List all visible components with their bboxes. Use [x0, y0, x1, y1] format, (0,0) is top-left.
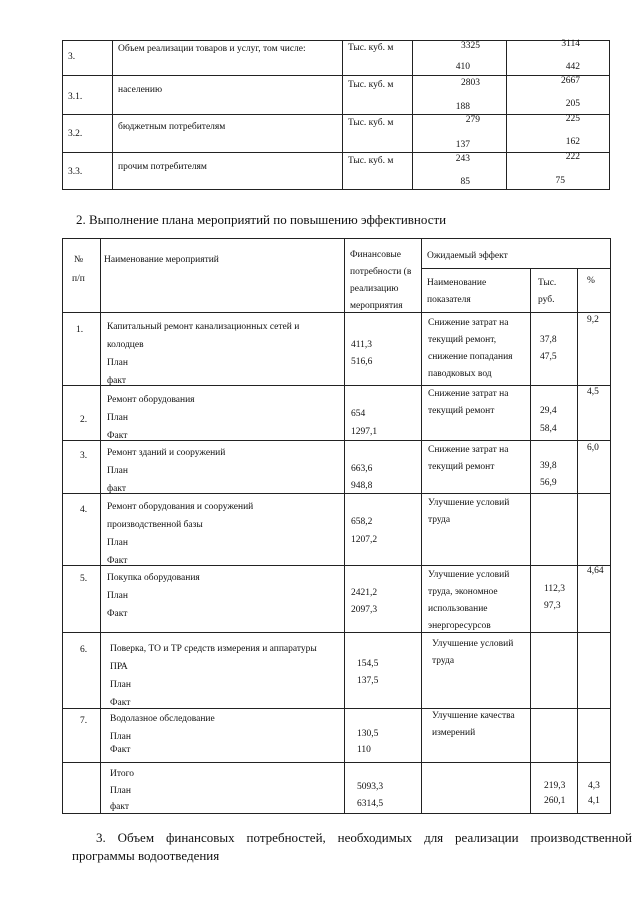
rub-value: 260,1 [544, 796, 566, 806]
measure-name: План [107, 538, 128, 548]
measure-name: Факт [110, 698, 131, 708]
measure-name: Ремонт зданий и сооружений [107, 448, 226, 458]
value-cell: 205 [565, 99, 580, 109]
indicator-text: текущий ремонт, [428, 335, 497, 345]
value-cell: 137 [455, 140, 470, 150]
value-cell: 222 [565, 152, 580, 162]
rub-value: 112,3 [544, 584, 566, 594]
value-cell: 3325 [461, 41, 480, 51]
measure-name: Поверка, ТО и ТР средств измерения и аппаратуры [110, 644, 317, 654]
fin-value: 516,6 [351, 357, 373, 367]
measure-name: ПРА [110, 662, 128, 672]
row-number: 1. [76, 325, 84, 335]
measure-name: Покупка оборудования [107, 573, 200, 583]
indicator-text: Снижение затрат на [428, 389, 509, 399]
indicator-text: паводковых вод [428, 369, 492, 379]
header-indicator: Наименование [427, 278, 487, 288]
value-cell: 2667 [561, 76, 580, 86]
rub-value: 219,3 [544, 781, 566, 791]
row-name: бюджетным потребителям [118, 122, 226, 132]
value-cell: 279 [465, 115, 480, 125]
total-label: факт [110, 802, 130, 812]
measure-name: производственной базы [107, 520, 203, 530]
measure-name: Водолазное обследование [110, 714, 215, 724]
measure-name: факт [107, 376, 127, 386]
indicator-text: Снижение затрат на [428, 445, 509, 455]
row-number: 3. [80, 451, 88, 461]
row-name: населению [118, 85, 163, 95]
row-number: 6. [80, 645, 88, 655]
header-indicator: показателя [427, 295, 471, 305]
indicator-text: труда [428, 515, 451, 525]
indicator-text: Улучшение условий [432, 639, 514, 649]
indicator-text: труда [432, 656, 455, 666]
pct-value: 6,0 [587, 443, 599, 453]
measure-name: План [110, 732, 131, 742]
value-cell: 188 [455, 102, 470, 112]
value-cell: 442 [565, 62, 580, 72]
value-cell: 410 [455, 62, 470, 72]
measure-name: колодцев [107, 340, 144, 350]
row-number: 4. [80, 505, 88, 515]
pct-value: 4,1 [588, 796, 600, 806]
value-cell: 243 [455, 154, 470, 164]
measure-name: Факт [107, 609, 128, 619]
header-rub: руб. [538, 295, 555, 305]
fin-value: 6314,5 [357, 799, 384, 809]
section-3-paragraph: 3. Объем финансовых потребностей, необходимых для реализации производственной программы водоотведения [72, 830, 632, 863]
indicator-text: Улучшение качества [432, 711, 515, 721]
row-unit: Тыс. куб. м [348, 80, 394, 90]
measure-name: Ремонт оборудования и сооружений [107, 502, 254, 512]
row-unit: Тыс. куб. м [348, 156, 394, 166]
measure-name: План [107, 413, 128, 423]
pct-value: 9,2 [587, 315, 599, 325]
total-label: План [110, 786, 131, 796]
header-effect: Ожидаемый эффект [427, 251, 508, 261]
header-num: № [74, 255, 84, 265]
row-unit: Тыс. куб. м [348, 43, 394, 53]
rub-value: 37,8 [540, 335, 557, 345]
measure-name: Ремонт оборудования [107, 395, 195, 405]
indicator-text: Улучшение условий [428, 498, 510, 508]
rub-value: 97,3 [544, 601, 561, 611]
header-rub: Тыс. [538, 278, 557, 288]
measure-name: Факт [110, 745, 131, 755]
header-num: п/п [72, 274, 85, 284]
fin-value: 130,5 [357, 729, 379, 739]
rub-value: 47,5 [540, 352, 557, 362]
measure-name: План [110, 680, 131, 690]
fin-value: 154,5 [357, 659, 379, 669]
indicator-text: Улучшение условий [428, 570, 510, 580]
indicator-text: текущий ремонт [428, 406, 495, 416]
header-fin: мероприятия [350, 301, 403, 311]
fin-value: 2421,2 [351, 588, 378, 598]
pct-value: 4,64 [587, 566, 604, 576]
fin-value: 411,3 [351, 340, 373, 350]
indicator-text: текущий ремонт [428, 462, 495, 472]
rub-value: 39,8 [540, 461, 557, 471]
pct-value: 4,5 [587, 387, 599, 397]
value-cell: 85 [460, 177, 470, 187]
indicator-text: труда, экономное [428, 587, 498, 597]
measure-name: План [107, 466, 128, 476]
row-name: прочим потребителям [118, 162, 207, 172]
indicator-text: энергоресурсов [428, 621, 491, 631]
header-fin: Финансовые [350, 250, 402, 260]
value-cell: 75 [555, 176, 565, 186]
value-cell: 3114 [561, 39, 580, 49]
row-number: 3.1. [68, 92, 83, 102]
value-cell: 2803 [461, 78, 480, 88]
rub-value: 56,9 [540, 478, 557, 488]
value-cell: 225 [565, 114, 580, 124]
value-cell: 162 [565, 137, 580, 147]
indicator-text: снижение попадания [428, 352, 513, 362]
header-name: Наименование мероприятий [104, 255, 219, 265]
section-2-title: 2. Выполнение плана мероприятий по повышению эффективности [76, 212, 447, 227]
row-number: 7. [80, 716, 88, 726]
header-pct: % [587, 276, 595, 286]
fin-value: 110 [357, 745, 371, 755]
row-unit: Тыс. куб. м [348, 118, 394, 128]
indicator-text: Снижение затрат на [428, 318, 509, 328]
measure-name: Капитальный ремонт канализационных сетей и [107, 322, 300, 332]
fin-value: 663,6 [351, 464, 373, 474]
row-number: 3. [68, 52, 76, 62]
fin-value: 1297,1 [351, 427, 378, 437]
measure-name: Факт [107, 431, 128, 441]
measure-name: План [107, 591, 128, 601]
fin-value: 137,5 [357, 676, 379, 686]
row-number: 3.2. [68, 129, 83, 139]
measure-name: факт [107, 484, 127, 494]
row-number: 3.3. [68, 167, 83, 177]
fin-value: 2097,3 [351, 605, 378, 615]
total-label: Итого [110, 769, 135, 779]
header-fin: потребности (в [350, 267, 412, 277]
fin-value: 5093,3 [357, 782, 384, 792]
fin-value: 1207,2 [351, 535, 378, 545]
header-fin: реализацию [350, 284, 399, 294]
indicator-text: использование [428, 604, 488, 614]
indicator-text: измерений [432, 728, 476, 738]
pct-value: 4,3 [588, 781, 600, 791]
rub-value: 29,4 [540, 406, 557, 416]
fin-value: 658,2 [351, 517, 373, 527]
row-number: 2. [80, 415, 88, 425]
measure-name: План [107, 358, 128, 368]
fin-value: 654 [351, 409, 366, 419]
row-name: Объем реализации товаров и услуг, том числе: [118, 44, 306, 54]
fin-value: 948,8 [351, 481, 373, 491]
row-number: 5. [80, 574, 88, 584]
measure-name: Факт [107, 556, 128, 566]
rub-value: 58,4 [540, 424, 557, 434]
